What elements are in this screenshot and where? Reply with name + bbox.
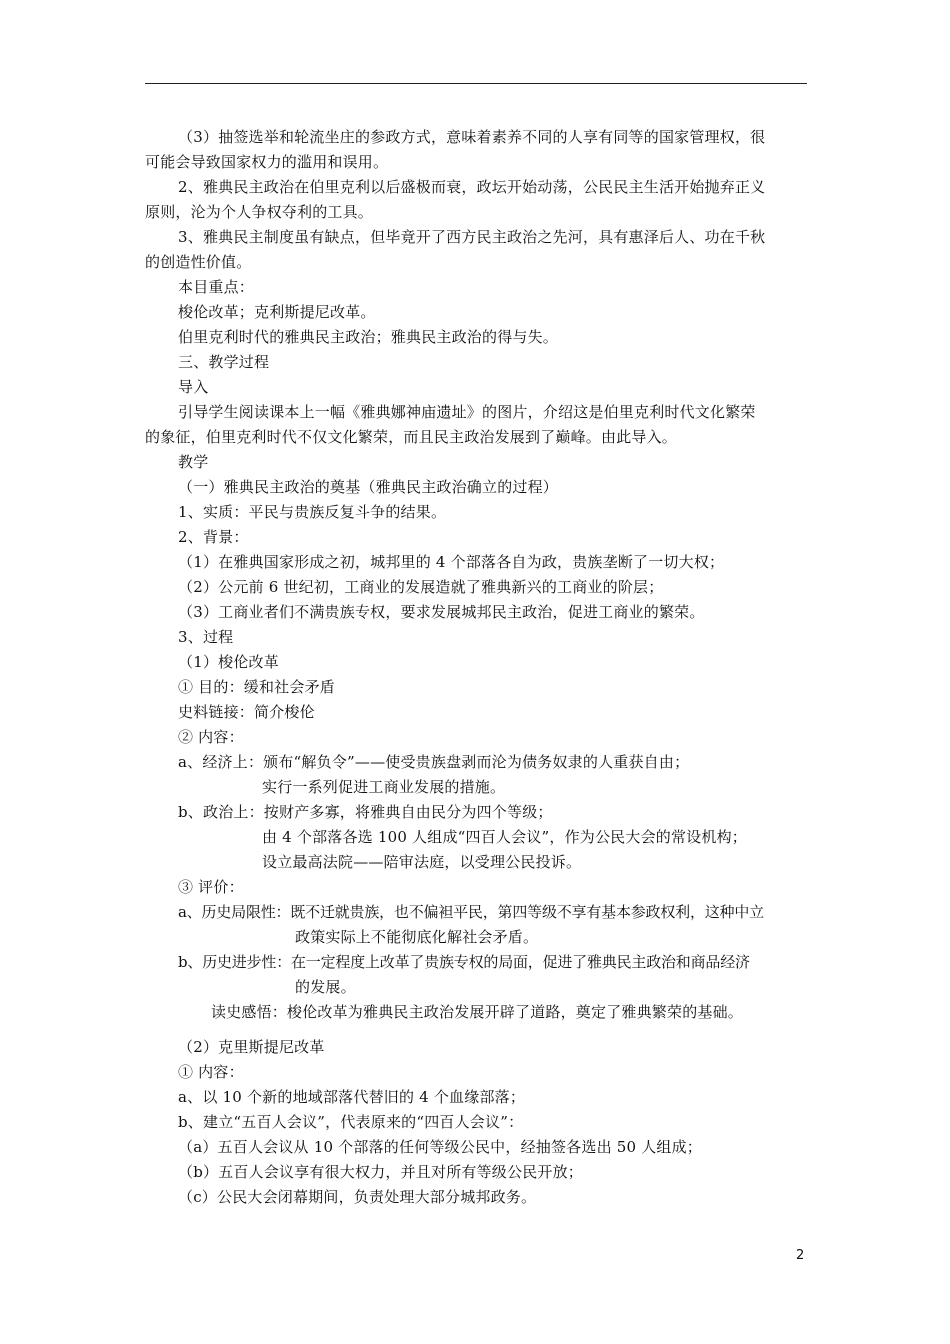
section-heading: 三、教学过程 [178, 353, 270, 371]
text-line: ① 内容： [178, 1063, 244, 1081]
section-heading: 导入 [178, 378, 209, 396]
page-number: 2 [796, 1248, 805, 1263]
text-line: ① 目的：缓和社会矛盾 [178, 678, 335, 696]
text-line: ③ 评价： [178, 878, 244, 896]
text-line: 引导学生阅读课本上一幅《雅典娜神庙遗址》的图片，介绍这是伯里克利时代文化繁荣 [178, 403, 756, 421]
text-line: a、经济上：颁布“解负令”——使受贵族盘剥而沦为债务奴隶的人重获自由； [178, 753, 690, 771]
text-line: 读史感悟：梭伦改革为雅典民主政治发展开辟了道路，奠定了雅典繁荣的基础。 [211, 1003, 744, 1021]
text-line: b、建立“五百人会议”，代表原来的“四百人会议”： [178, 1113, 524, 1131]
text-line: a、历史局限性：既不迁就贵族，也不偏袒平民，第四等级不享有基本参政权利，这种中立 [178, 903, 764, 921]
text-line: 由 4 个部落各选 100 人组成“四百人会议”，作为公民大会的常设机构； [262, 828, 747, 846]
section-heading: 本目重点： [178, 278, 255, 296]
text-line: 3、过程 [178, 628, 234, 646]
text-line: 梭伦改革；克利斯提尼改革。 [178, 303, 376, 321]
text-line: （2）公元前 6 世纪初，工商业的发展造就了雅典新兴的工商业的阶层； [178, 578, 664, 596]
text-line: 史料链接：简介梭伦 [178, 703, 315, 721]
header-rule [145, 83, 807, 84]
text-line: 的发展。 [295, 978, 356, 996]
text-line: 原则，沦为个人争权夺利的工具。 [145, 203, 374, 221]
text-line: 设立最高法院——陪审法庭，以受理公民投诉。 [262, 853, 582, 871]
text-line: a、以 10 个新的地域部落代替旧的 4 个血缘部落； [178, 1088, 526, 1106]
text-line: （1）梭伦改革 [178, 653, 279, 671]
text-line: （2）克里斯提尼改革 [178, 1038, 325, 1056]
text-line: 的象征，伯里克利时代不仅文化繁荣，而且民主政治发展到了巅峰。由此导入。 [145, 428, 678, 446]
text-line: （c）公民大会闭幕期间，负责处理大部分城邦政务。 [178, 1188, 537, 1206]
text-line: 2、雅典民主政治在伯里克利以后盛极而衰，政坛开始动荡，公民民主生活开始抛弃正义 [178, 178, 766, 196]
text-line: 伯里克利时代的雅典民主政治；雅典民主政治的得与失。 [178, 328, 559, 346]
text-line: 可能会导致国家权力的滥用和误用。 [145, 153, 389, 171]
text-line: 实行一系列促进工商业发展的措施。 [262, 778, 506, 796]
text-line: 政策实际上不能彻底化解社会矛盾。 [295, 928, 539, 946]
text-line: 的创造性价值。 [145, 253, 252, 271]
text-line: 1、实质：平民与贵族反复斗争的结果。 [178, 503, 447, 521]
text-line: （3）抽签选举和轮流坐庄的参政方式，意味着素养不同的人享有同等的国家管理权，很 [178, 128, 766, 146]
text-line: （1）在雅典国家形成之初，城邦里的 4 个部落各自为政，贵族垄断了一切大权； [178, 553, 725, 571]
text-line: （a）五百人会议从 10 个部落的任何等级公民中，经抽签各选出 50 人组成； [178, 1138, 702, 1156]
text-line: （3）工商业者们不满贵族专权，要求发展城邦民主政治，促进工商业的繁荣。 [178, 603, 705, 621]
text-line: b、历史进步性：在一定程度上改革了贵族专权的局面，促进了雅典民主政治和商品经济 [178, 953, 750, 971]
text-line: （b）五百人会议享有很大权力，并且对所有等级公民开放； [178, 1163, 584, 1181]
text-line: 2、背景： [178, 528, 249, 546]
text-line: b、政治上：按财产多寡，将雅典自由民分为四个等级； [178, 803, 553, 821]
section-heading: 教学 [178, 453, 209, 471]
text-line: 3、雅典民主制度虽有缺点，但毕竟开了西方民主政治之先河，具有惠泽后人、功在千秋 [178, 228, 766, 246]
text-line: ② 内容： [178, 728, 244, 746]
section-heading: （一）雅典民主政治的奠基（雅典民主政治确立的过程） [178, 478, 559, 496]
